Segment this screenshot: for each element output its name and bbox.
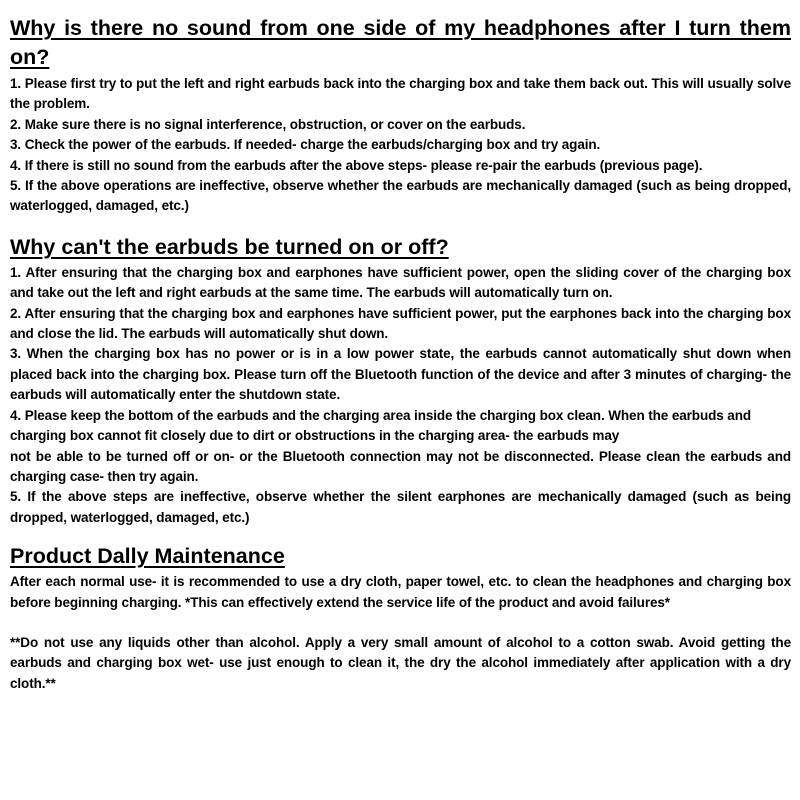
section-no-sound-title: Why is there no sound from one side of my headphones after I turn them on? [10, 16, 791, 69]
no-sound-item-4: 4. If there is still no sound from the earbuds after the above steps- please re-pair the earbuds (previous page). [10, 157, 703, 173]
no-sound-item-2: 2. Make sure there is no signal interference, obstruction, or cover on the earbuds. [10, 116, 526, 132]
section-spacer [10, 528, 791, 542]
power-item-5: 5. If the above steps are ineffective, observe whether the silent earphones are mechanically damaged (such as being dropped, waterlogged, damaged, etc.) [10, 489, 791, 525]
section-no-sound [10, 14, 791, 217]
maintenance-paragraph-1: After each normal use- it is recommended to use a dry cloth, paper towel, etc. to clean the headphones and charging box before beginning charging. *This can effectively extend the service life of the product and avoid failures* [10, 574, 791, 610]
power-item-4-continued: not be able to be turned off or on- or the Bluetooth connection may not be disconnected. Please clean the earbuds and charging case- then try again. [10, 448, 791, 484]
paragraph-spacer [10, 613, 791, 633]
maintenance-paragraph-2: **Do not use any liquids other than alcohol. Apply a very small amount of alcohol to a cotton swab. Avoid getting the earbuds and charging box wet- use just enough to clean it, the dry the alcohol immediately after application with a dry cloth.** [10, 634, 791, 691]
no-sound-item-5: 5. If the above operations are ineffective, observe whether the earbuds are mechanically damaged (such as being dropped, waterlogged, damaged, etc.) [10, 178, 791, 214]
section-spacer [10, 217, 791, 233]
no-sound-item-3: 3. Check the power of the earbuds. If needed- charge the earbuds/charging box and try again. [10, 137, 601, 153]
power-item-3: 3. When the charging box has no power or is in a low power state, the earbuds cannot automatically shut down when placed back into the charging box. Please turn off the Bluetooth function of the device and after 3 minutes of charging- the earbuds will automatically enter the shutdown state. [10, 346, 791, 403]
power-item-1: 1. After ensuring that the charging box and earphones have sufficient power, open the sliding cover of the charging box and take out the left and right earbuds at the same time. The earbuds will automatically turn on. [10, 264, 791, 301]
section-maintenance [10, 542, 791, 694]
power-item-4: 4. Please keep the bottom of the earbuds and the charging area inside the charging box clean. When the earbuds and charging box cannot fit closely due to dirt or obstructions in the charging area- the earbuds may [10, 407, 752, 444]
section-power [10, 233, 791, 528]
power-item-2: 2. After ensuring that the charging box and earphones have sufficient power, put the earphones back into the charging box and close the lid. The earbuds will automatically shut down. [10, 305, 791, 342]
no-sound-item-1: 1. Please first try to put the left and right earbuds back into the charging box and take them back out. This will usually solve the problem. [10, 76, 791, 112]
section-power-title: Why can't the earbuds be turned on or off? [10, 234, 449, 259]
section-maintenance-title: Product Dally Maintenance [10, 544, 285, 569]
